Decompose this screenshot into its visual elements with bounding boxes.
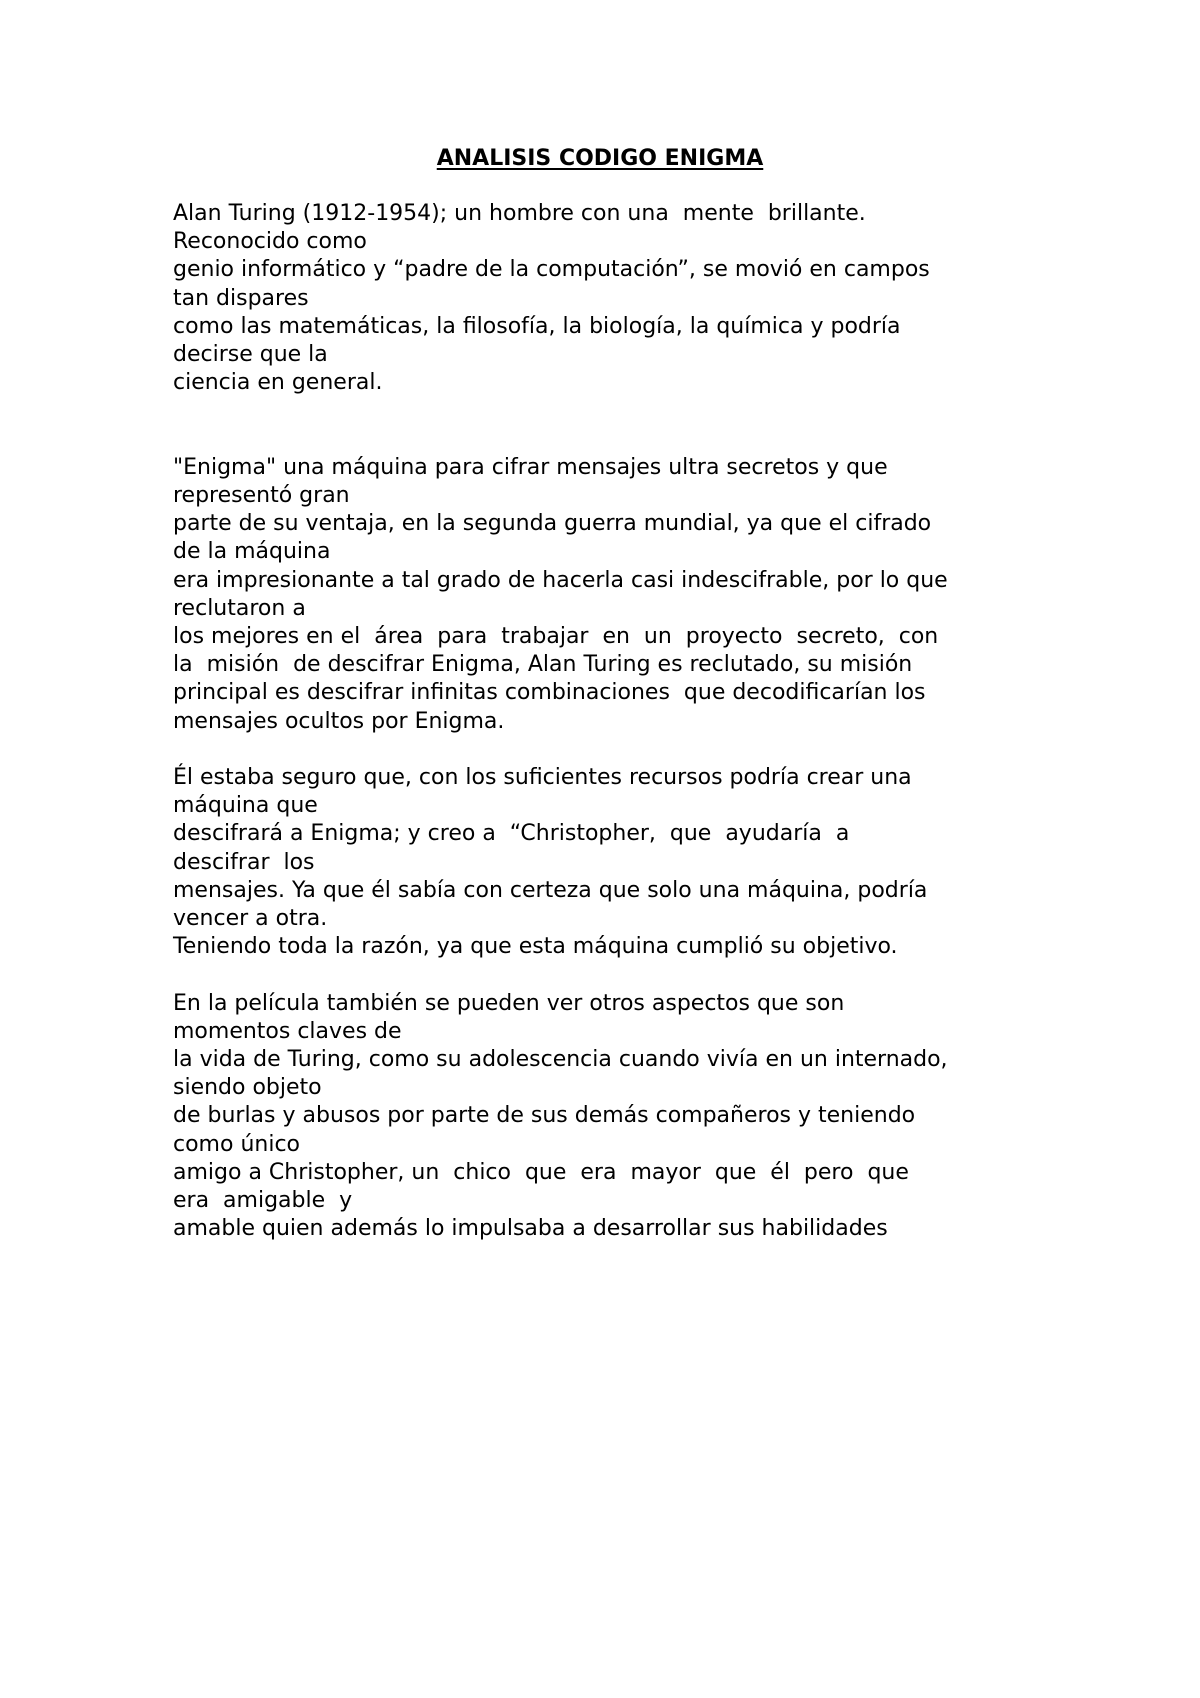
text-line: ciencia en general. (173, 370, 383, 396)
text-line: mensajes. Ya que él sabía con certeza que solo una máquina, podría (173, 877, 928, 903)
document-body (173, 200, 1053, 1243)
text-line: principal es descifrar infinitas combinaciones que decodificarían los (173, 680, 926, 706)
paragraph-spacer (173, 736, 1053, 764)
text-line: como único (173, 1131, 300, 1157)
text-line: la vida de Turing, como su adolescencia cuando vivía en un internado, (173, 1047, 948, 1073)
text-line: siendo objeto (173, 1075, 322, 1101)
text-line: decirse que la (173, 342, 328, 368)
text-line: era amigable y (173, 1188, 353, 1214)
paragraph-turing-intro (173, 200, 1053, 397)
text-line: máquina que (173, 793, 318, 819)
paragraph-spacer (173, 961, 1053, 989)
paragraph-enigma (173, 454, 1053, 736)
text-line: genio informático y “padre de la computación”, se movió en campos (173, 257, 930, 283)
text-line: era impresionante a tal grado de hacerla casi indescifrable, por lo que (173, 567, 948, 593)
text-line: descifrará a Enigma; y creo a “Christopher, que ayudaría a (173, 821, 850, 847)
paragraph-christopher-machine (173, 764, 1053, 961)
text-line: mensajes ocultos por Enigma. (173, 708, 505, 734)
text-line: En la película también se pueden ver otros aspectos que son (173, 990, 845, 1016)
text-line: los mejores en el área para trabajar en un proyecto secreto, con (173, 624, 939, 650)
text-line: como las matemáticas, la filosofía, la biología, la química y podría (173, 313, 901, 339)
text-line: reclutaron a (173, 595, 306, 621)
text-line: Reconocido como (173, 229, 367, 255)
text-line: parte de su ventaja, en la segunda guerra mundial, ya que el cifrado (173, 511, 932, 537)
text-line: Él estaba seguro que, con los suficientes recursos podría crear una (173, 765, 912, 791)
text-line: descifrar los (173, 849, 315, 875)
text-line: amable quien además lo impulsaba a desarrollar sus habilidades (173, 1216, 888, 1242)
text-line: de la máquina (173, 539, 331, 565)
text-line: momentos claves de (173, 1018, 402, 1044)
text-line: Teniendo toda la razón, ya que esta máquina cumplió su objetivo. (173, 934, 898, 960)
text-line: tan dispares (173, 285, 309, 311)
document-title: ANALISIS CODIGO ENIGMA (436, 146, 764, 171)
text-line: la misión de descifrar Enigma, Alan Turing es reclutado, su misión (173, 652, 913, 678)
text-line: de burlas y abusos por parte de sus demás compañeros y teniendo (173, 1103, 916, 1129)
text-line: "Enigma" una máquina para cifrar mensajes ultra secretos y que (173, 454, 888, 480)
text-line: amigo a Christopher, un chico que era mayor que él pero que (173, 1159, 909, 1185)
paragraph-film-aspects (173, 990, 1053, 1244)
text-line: representó gran (173, 483, 350, 509)
text-line: Alan Turing (1912-1954); un hombre con una mente brillante. (173, 201, 866, 226)
text-line: vencer a otra. (173, 906, 328, 932)
paragraph-spacer (173, 397, 1053, 453)
